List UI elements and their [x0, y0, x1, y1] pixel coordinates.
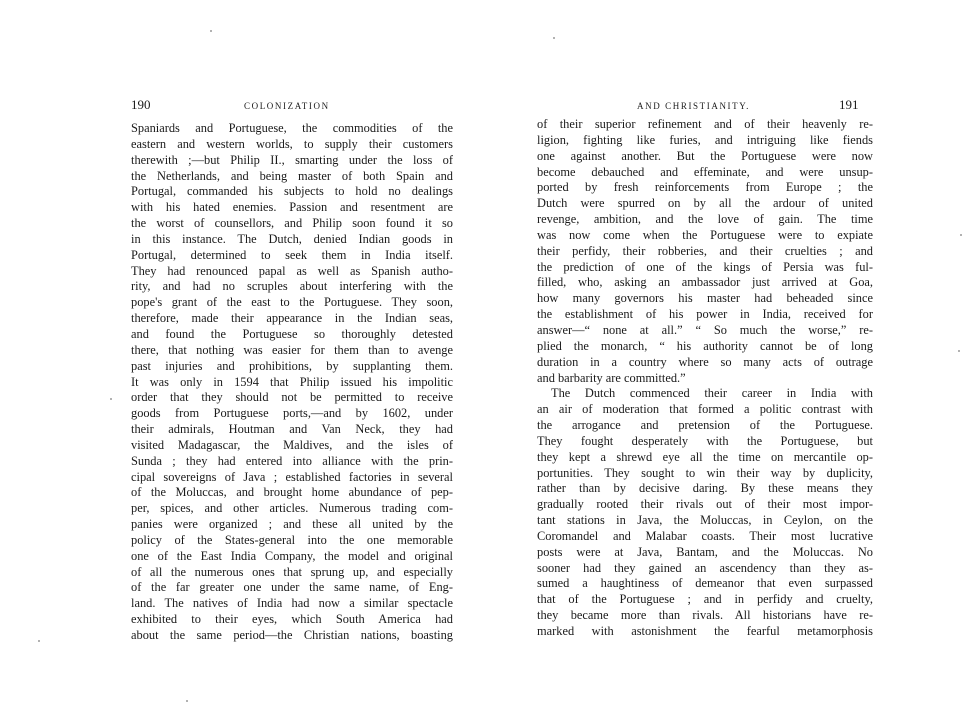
page-number-191: 191: [839, 97, 859, 112]
text-line: order that they should not be permitted to receive: [131, 390, 453, 405]
text-line: of all the numerous ones that sprung up, and especially: [131, 564, 453, 579]
text-line: with his hated enemies. Passion and resentment are: [131, 200, 453, 215]
text-line: ported by fresh reinforcements from Europe ; the: [537, 180, 873, 195]
text-line: The Dutch commenced their career in India with: [551, 386, 873, 401]
text-line: per, spices, and other articles. Numerous trading com-: [131, 501, 453, 516]
text-line: Portugal, commanded his subjects to hold no dealings: [131, 184, 453, 199]
text-line: panies were organized ; and these all united by the: [131, 517, 453, 532]
text-line: Coromandel and Malabar coasts. Their most lucrative: [537, 528, 873, 543]
text-line: Spaniards and Portuguese, the commodities of the: [131, 121, 453, 135]
text-line: their admirals, Houtman and Van Neck, they had: [131, 422, 453, 437]
text-line: sumed a haughtiness of demeanor that even surpassed: [537, 576, 873, 591]
text-line: They had renounced papal as well as Spanish autho-: [131, 263, 453, 278]
text-line: posts were at Java, Bantam, and the Moluccas. No: [537, 544, 873, 559]
text-line: was now come when the Portuguese were to expiate: [537, 227, 873, 242]
text-line: that of the Portuguese ; and in perfidy and cruelty,: [537, 592, 873, 607]
text-line: revenge, ambition, and the love of gain. The time: [537, 212, 873, 227]
text-line: they kept a shrewd eye all the time on mercantile op-: [537, 449, 873, 464]
text-line: in this instance. The Dutch, denied Indian goods in: [131, 231, 453, 246]
text-line: goods from Portuguese ports,—and by 1602, under: [131, 406, 453, 421]
text-line: pope's grant of the east to the Portuguese. They soon,: [131, 295, 453, 310]
text-line: answer—“ none at all.” “ So much the worse,” re-: [537, 322, 873, 337]
text-line: cipal sovereigns of Java ; established factories in several: [131, 469, 453, 484]
text-line: and barbarity are committed.”: [537, 370, 686, 385]
text-line: their perfidy, their robberies, and their cruelties ; and: [537, 243, 873, 258]
text-line: the establishment of his power in India, received for: [537, 307, 873, 322]
left-page-number: [131, 98, 151, 112]
text-line: plied the monarch, “ his authority cannot be of long: [537, 338, 873, 353]
text-line: how many governors his master had beheaded since: [537, 291, 873, 306]
scan-speck: [210, 30, 212, 32]
text-line: the worst of counsellors, and Philip soon found it so: [131, 216, 453, 231]
text-line: ligion, fighting like furies, and intriguing like fiends: [537, 132, 873, 147]
text-line: the Netherlands, and being master of both Spain and: [131, 168, 453, 183]
text-line: they became more than rivals. All historians have re-: [537, 608, 873, 623]
text-line: rather than by decisive daring. By these means they: [537, 481, 873, 496]
right-body-text: [537, 117, 873, 640]
scan-speck: [960, 234, 962, 236]
text-line: become debauched and effeminate, and were unsup-: [537, 164, 873, 179]
scan-speck: [553, 37, 555, 39]
scan-speck: [110, 398, 112, 400]
text-line: the arrogance and pretension of the Portuguese.: [537, 418, 873, 433]
text-line: of the Moluccas, and brought home abundance of pep-: [131, 485, 453, 500]
text-line: It was only in 1594 that Philip issued his impolitic: [131, 374, 453, 389]
text-line: land. The natives of India had now a similar spectacle: [131, 596, 453, 611]
text-line: Portugal, determined to seek them in India itself.: [131, 247, 453, 262]
scan-speck: [186, 700, 188, 702]
scan-speck: [958, 350, 960, 352]
text-line: therewith ;—but Philip II., smarting under the loss of: [131, 152, 453, 167]
text-line: rity, and had no scruples about interfering with the: [131, 279, 453, 294]
text-line: duration in a country where so many acts of outrage: [537, 354, 873, 369]
text-line: the prediction of one of the kings of Persia was ful-: [537, 259, 873, 274]
text-line: therefore, made their appearance in the Indian seas,: [131, 311, 453, 326]
text-line: of their superior refinement and of their heavenly re-: [537, 117, 873, 131]
text-line: They fought desperately with the Portuguese, but: [537, 433, 873, 448]
text-line: policy of the States-general into the one memorable: [131, 532, 453, 547]
text-line: and found the Portuguese so thoroughly detested: [131, 326, 453, 341]
text-line: portunities. They sought to win their way by duplicity,: [537, 465, 873, 480]
text-line: exhibited to their eyes, which South America had: [131, 612, 453, 627]
left-body-text: [131, 121, 453, 644]
text-line: an air of moderation that formed a politic contrast with: [537, 402, 873, 417]
text-line: about the same period—the Christian nations, boasting: [131, 628, 453, 642]
text-line: gradually rooted their rivals out of their most impor-: [537, 497, 873, 512]
text-line: one of the East India Company, the model and original: [131, 548, 453, 563]
text-line: Sunda ; they had entered into alliance with the prin-: [131, 453, 453, 468]
running-head-colonization: COLONIZATION: [244, 101, 330, 111]
right-page: [490, 0, 980, 720]
text-line: there, that nothing was easier for them than to avenge: [131, 342, 453, 357]
page-number-190: 190: [131, 97, 151, 112]
text-line: filled, who, asking an ambassador just arrived at Goa,: [537, 275, 873, 290]
scan-speck: [38, 640, 40, 642]
text-line: one against another. But the Portuguese were now: [537, 148, 873, 163]
right-page-number: [839, 98, 859, 112]
text-line: eastern and western worlds, to supply their customers: [131, 136, 453, 151]
right-running-head: [637, 98, 750, 113]
running-head-christianity: AND CHRISTIANITY.: [637, 101, 751, 111]
text-line: sooner had they gained an ascendency than they as-: [537, 560, 873, 575]
text-line: of the far greater one under the same name, of Eng-: [131, 580, 453, 595]
text-line: marked with astonishment the fearful metamorphosis: [537, 624, 873, 638]
text-line: Dutch were spurred on by all the ardour of united: [537, 196, 873, 211]
left-running-head: [244, 98, 330, 113]
text-line: past injuries and prohibitions, by supplanting them.: [131, 358, 453, 373]
text-line: tant stations in Java, the Moluccas, in Ceylon, on the: [537, 513, 873, 528]
text-line: visited Madagascar, the Maldives, and the isles of: [131, 437, 453, 452]
